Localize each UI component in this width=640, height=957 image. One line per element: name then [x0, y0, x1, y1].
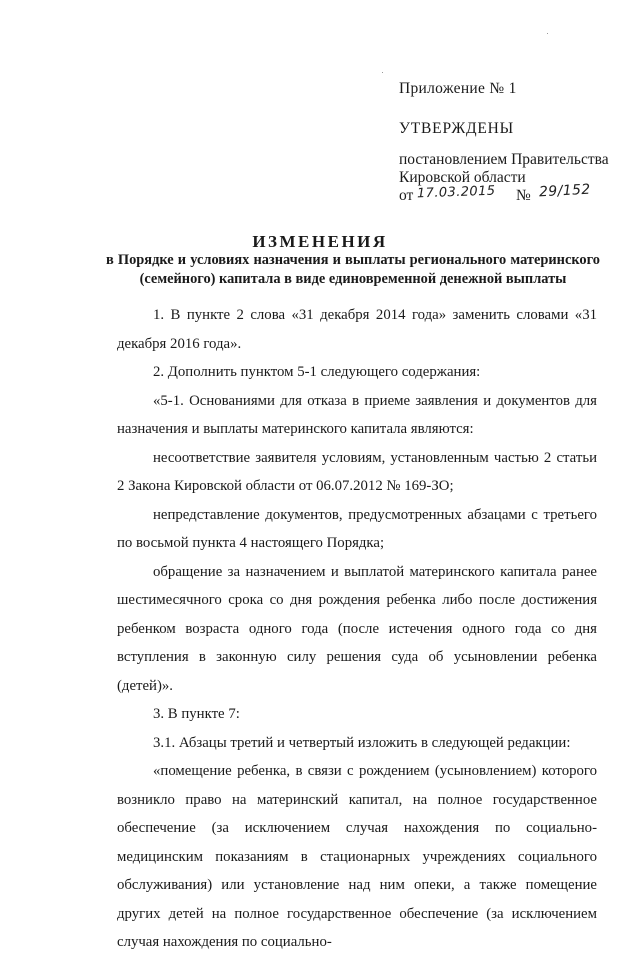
handwritten-date: 17.03.2015 — [416, 183, 496, 202]
paragraph: 3.1. Абзацы третий и четвертый изложить в следующей редакции: — [153, 734, 571, 751]
document-body — [117, 301, 597, 957]
appendix-label: Приложение № 1 — [399, 80, 517, 97]
decree-date-number — [399, 181, 629, 209]
scan-speck — [547, 33, 548, 34]
paragraph: «5-1. Основаниями для отказа в приеме заявления и документов для назначения и выплаты материнского капитала являются: — [117, 392, 597, 437]
paragraph: несоответствие заявителя условиям, установленным частью 2 статьи 2 Закона Кировской области от 06.07.2012 № 169-ЗО; — [117, 449, 597, 494]
approved-label: УТВЕРЖДЕНЫ — [399, 120, 514, 137]
paragraph: 2. Дополнить пунктом 5-1 следующего содержания: — [153, 364, 481, 380]
document-title: ИЗМЕНЕНИЯ — [252, 232, 388, 251]
paragraph: «помещение ребенка, в связи с рождением (усыновлением) которого возникло право на материнский капитал, на полное государственное обеспечение (за исключением случая нахождения по социально-медицинским показаниям в стационарных учреждениях социального обслуживания) или установление над ним опеки, а также помещение других детей на полное государственное обеспечение (за исключением случая нахождения по социально- — [117, 763, 597, 950]
date-prefix: от — [399, 187, 414, 204]
decree-line: постановлением Правительства — [399, 151, 609, 168]
paragraph: 3. В пункте 7: — [153, 706, 240, 722]
document-subtitle: в Порядке и условиях назначения и выплаты регионального материнского (семейного) капитала в виде единовременной денежной выплаты — [106, 252, 600, 287]
paragraph: обращение за назначением и выплатой материнского капитала ранее шестимесячного срока со дня рождения ребенка либо после достижения ребенком возраста одного года (после истечения одного года со дня вступления в законную силу решения суда об усыновлении ребенка (детей)». — [117, 563, 597, 694]
handwritten-number: 29/152 — [538, 181, 592, 201]
number-prefix: № — [516, 187, 531, 204]
decree-line: Кировской области — [399, 169, 526, 186]
paragraph: непредставление документов, предусмотренных абзацами с третьего по восьмой пункта 4 настоящего Порядка; — [117, 506, 597, 551]
paragraph: 1. В пункте 2 слова «31 декабря 2014 года» заменить словами «31 декабря 2016 года». — [117, 307, 597, 352]
scan-speck — [382, 72, 383, 73]
